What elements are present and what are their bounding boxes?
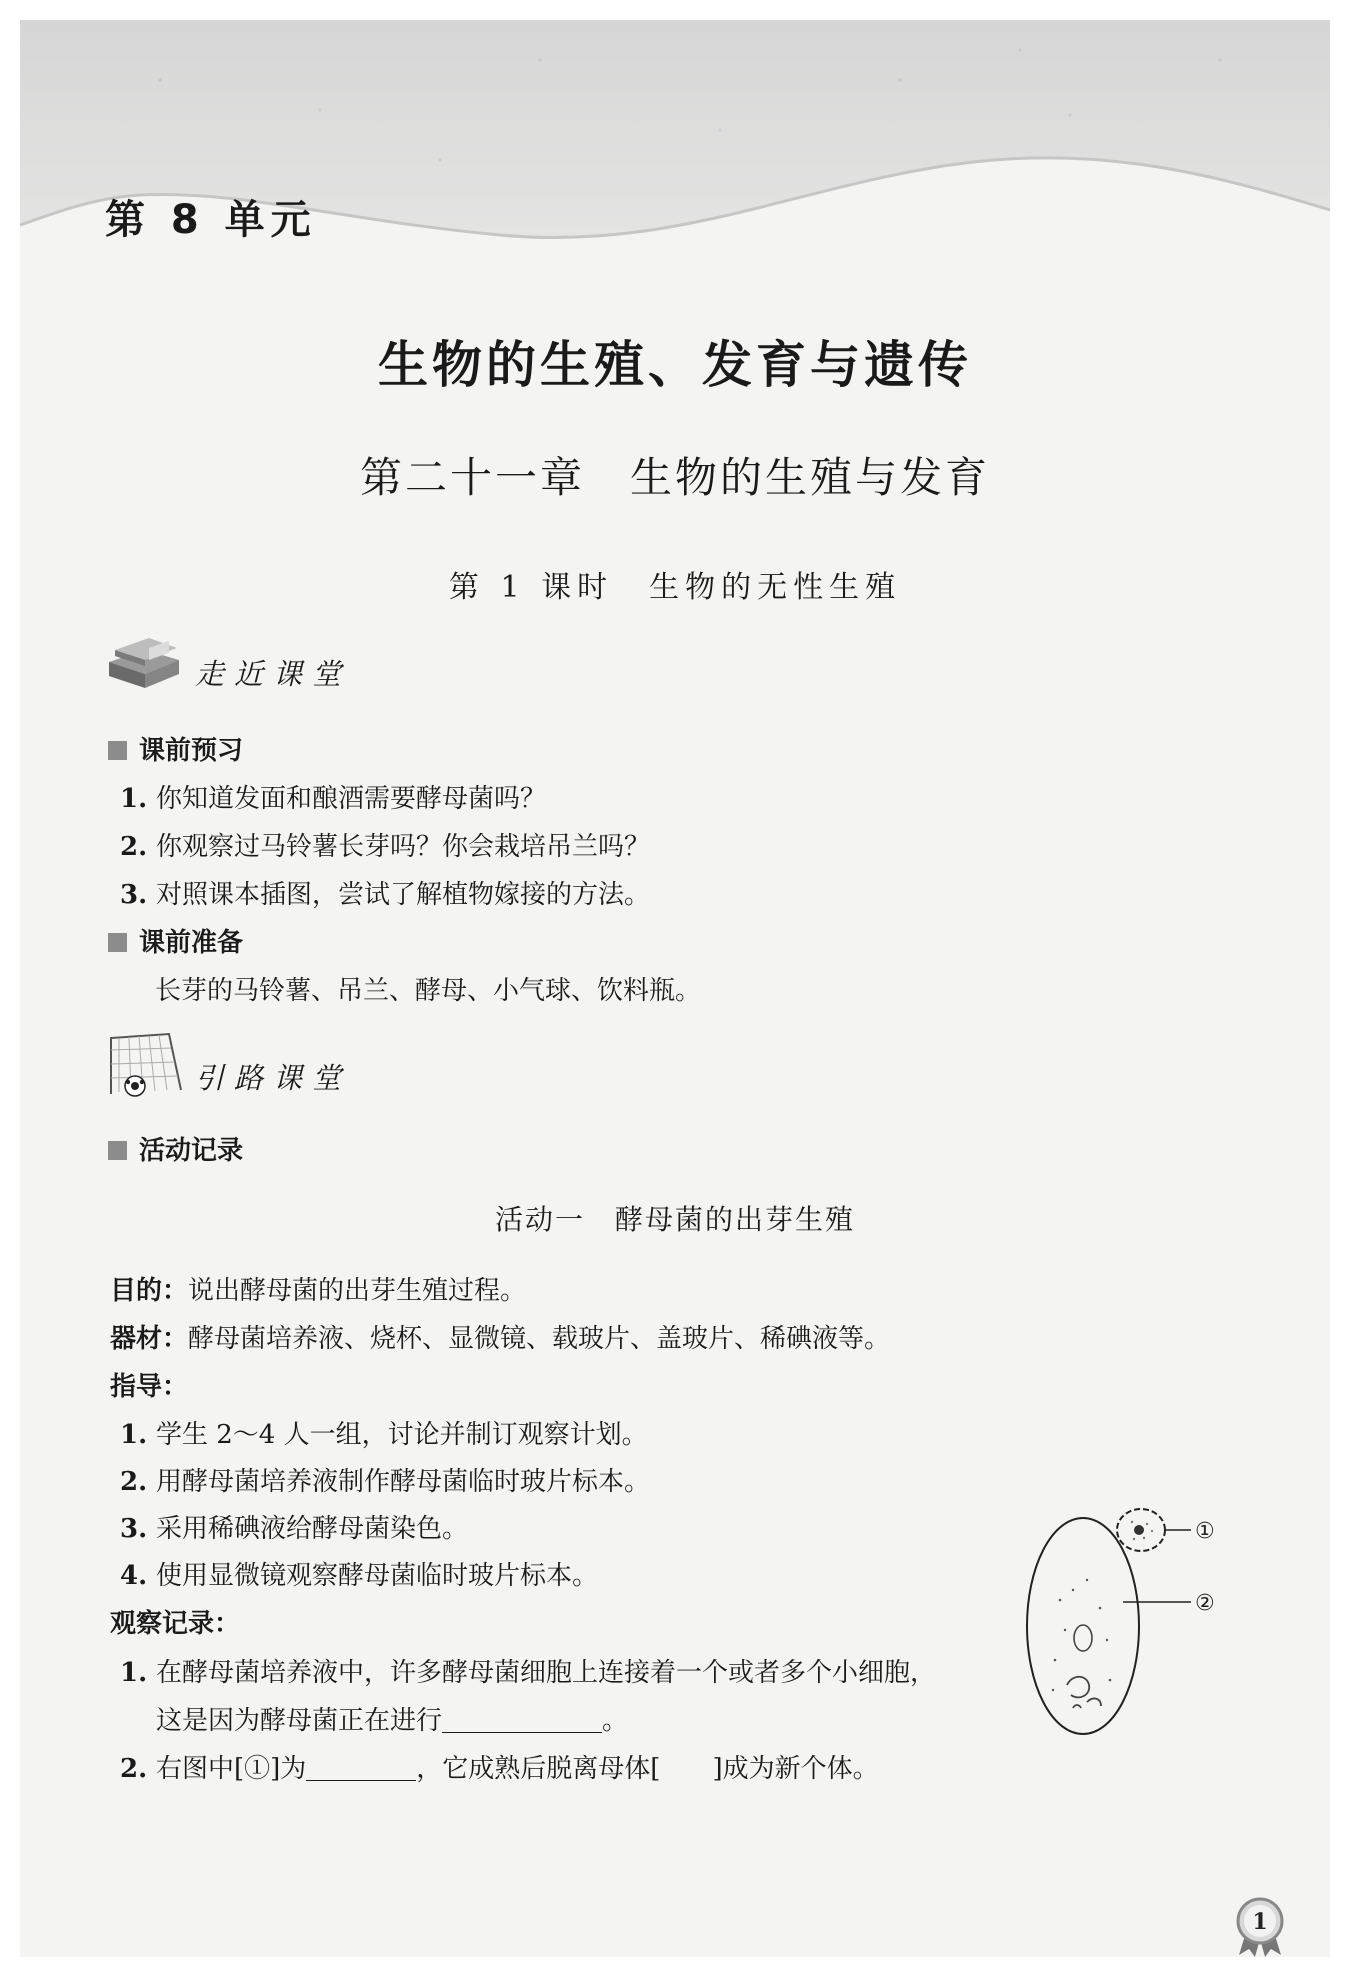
activity-record-heading-text: 活动记录	[139, 1136, 244, 1166]
page	[20, 20, 1330, 1957]
item-number: 3.	[120, 1514, 148, 1544]
soccer-goal-icon	[105, 1030, 185, 1100]
preview-item	[120, 778, 546, 815]
item-text: 在酵母菌培养液中，许多酵母菌细胞上连接着一个或者多个小细胞，	[156, 1658, 937, 1688]
guide-item	[120, 1461, 650, 1498]
item-text: 你观察过马铃薯长芽吗？你会栽培吊兰吗？	[156, 832, 651, 862]
chapter-title: 第二十一章 生物的生殖与发育	[359, 453, 990, 502]
purpose-line	[110, 1270, 526, 1307]
page-number: 1	[1252, 1909, 1268, 1935]
page-number-badge	[1225, 1895, 1295, 1957]
item-text: 用酵母菌培养液制作酵母菌临时玻片标本。	[156, 1467, 651, 1497]
materials-line	[110, 1318, 890, 1355]
square-bullet-icon	[108, 741, 127, 760]
item-text: 对照课本插图，尝试了解植物嫁接的方法。	[156, 880, 651, 910]
item-number: 3.	[120, 880, 148, 910]
item-number: 1.	[120, 1658, 148, 1688]
answer-blank[interactable]	[306, 1754, 416, 1781]
books-icon	[105, 632, 185, 696]
header-band	[20, 20, 1330, 320]
observation-label: 观察记录：	[110, 1609, 241, 1639]
item-number: 1.	[120, 784, 148, 814]
item-number: 2.	[120, 1754, 148, 1784]
guide-item	[120, 1414, 648, 1451]
answer-blank[interactable]	[442, 1706, 602, 1733]
unit-label: 第 8 单元	[105, 197, 317, 243]
materials-text: 酵母菌培养液、烧杯、显微镜、载玻片、盖玻片、稀碘液等。	[188, 1324, 891, 1354]
section-approach	[105, 632, 405, 702]
preview-heading-text: 课前预习	[139, 736, 244, 766]
activity-record-heading	[108, 1130, 243, 1167]
prep-text: 长芽的马铃薯、吊兰、酵母、小气球、饮料瓶。	[155, 976, 702, 1006]
item-number: 2.	[120, 832, 148, 862]
item-text: 右图中[①]为	[156, 1754, 307, 1784]
preview-item	[120, 874, 650, 911]
activity-title: 活动一 酵母菌的出芽生殖	[494, 1203, 855, 1236]
observation-item-2	[120, 1748, 879, 1785]
lesson-title: 第 1 课时 生物的无性生殖	[448, 570, 902, 605]
item-number: 2.	[120, 1467, 148, 1497]
purpose-text: 说出酵母菌的出芽生殖过程。	[188, 1276, 527, 1306]
item-text: 采用稀碘液给酵母菌染色。	[156, 1514, 469, 1544]
section-guide-text: 引路课堂	[195, 1061, 352, 1095]
item-text: ，它成熟后脱离母体[	[416, 1754, 661, 1784]
guide-label: 指导：	[110, 1372, 189, 1402]
guide-item	[120, 1555, 598, 1592]
item-text: 。	[602, 1706, 629, 1736]
item-text: 这是因为酵母菌正在进行	[156, 1706, 443, 1736]
square-bullet-icon	[108, 933, 127, 952]
item-text: ]成为新个体。	[712, 1754, 879, 1784]
figure-label-2: ②	[1195, 1591, 1215, 1616]
materials-label: 器材：	[110, 1324, 189, 1354]
yeast-budding-figure	[1015, 1490, 1235, 1740]
square-bullet-icon	[108, 1141, 127, 1160]
prep-heading	[108, 922, 243, 959]
item-text: 你知道发面和酿酒需要酵母菌吗？	[156, 784, 547, 814]
mother-cell	[1027, 1518, 1139, 1734]
prep-heading-text: 课前准备	[139, 928, 244, 958]
unit-title: 生物的生殖、发育与遗传	[378, 335, 972, 394]
guide-item	[120, 1508, 468, 1545]
observation-item-1-cont	[156, 1700, 628, 1737]
figure-label-1: ①	[1195, 1519, 1215, 1544]
nucleus	[1074, 1625, 1092, 1651]
preview-item	[120, 826, 650, 863]
item-number: 1.	[120, 1420, 148, 1450]
preview-heading	[108, 730, 243, 767]
section-approach-text: 走近课堂	[195, 657, 352, 691]
item-number: 4.	[120, 1561, 148, 1591]
item-text: 学生 2～4 人一组，讨论并制订观察计划。	[156, 1420, 648, 1450]
section-guide	[105, 1030, 405, 1100]
observation-item-1	[120, 1652, 936, 1689]
purpose-label: 目的：	[110, 1276, 189, 1306]
item-text: 使用显微镜观察酵母菌临时玻片标本。	[156, 1561, 599, 1591]
